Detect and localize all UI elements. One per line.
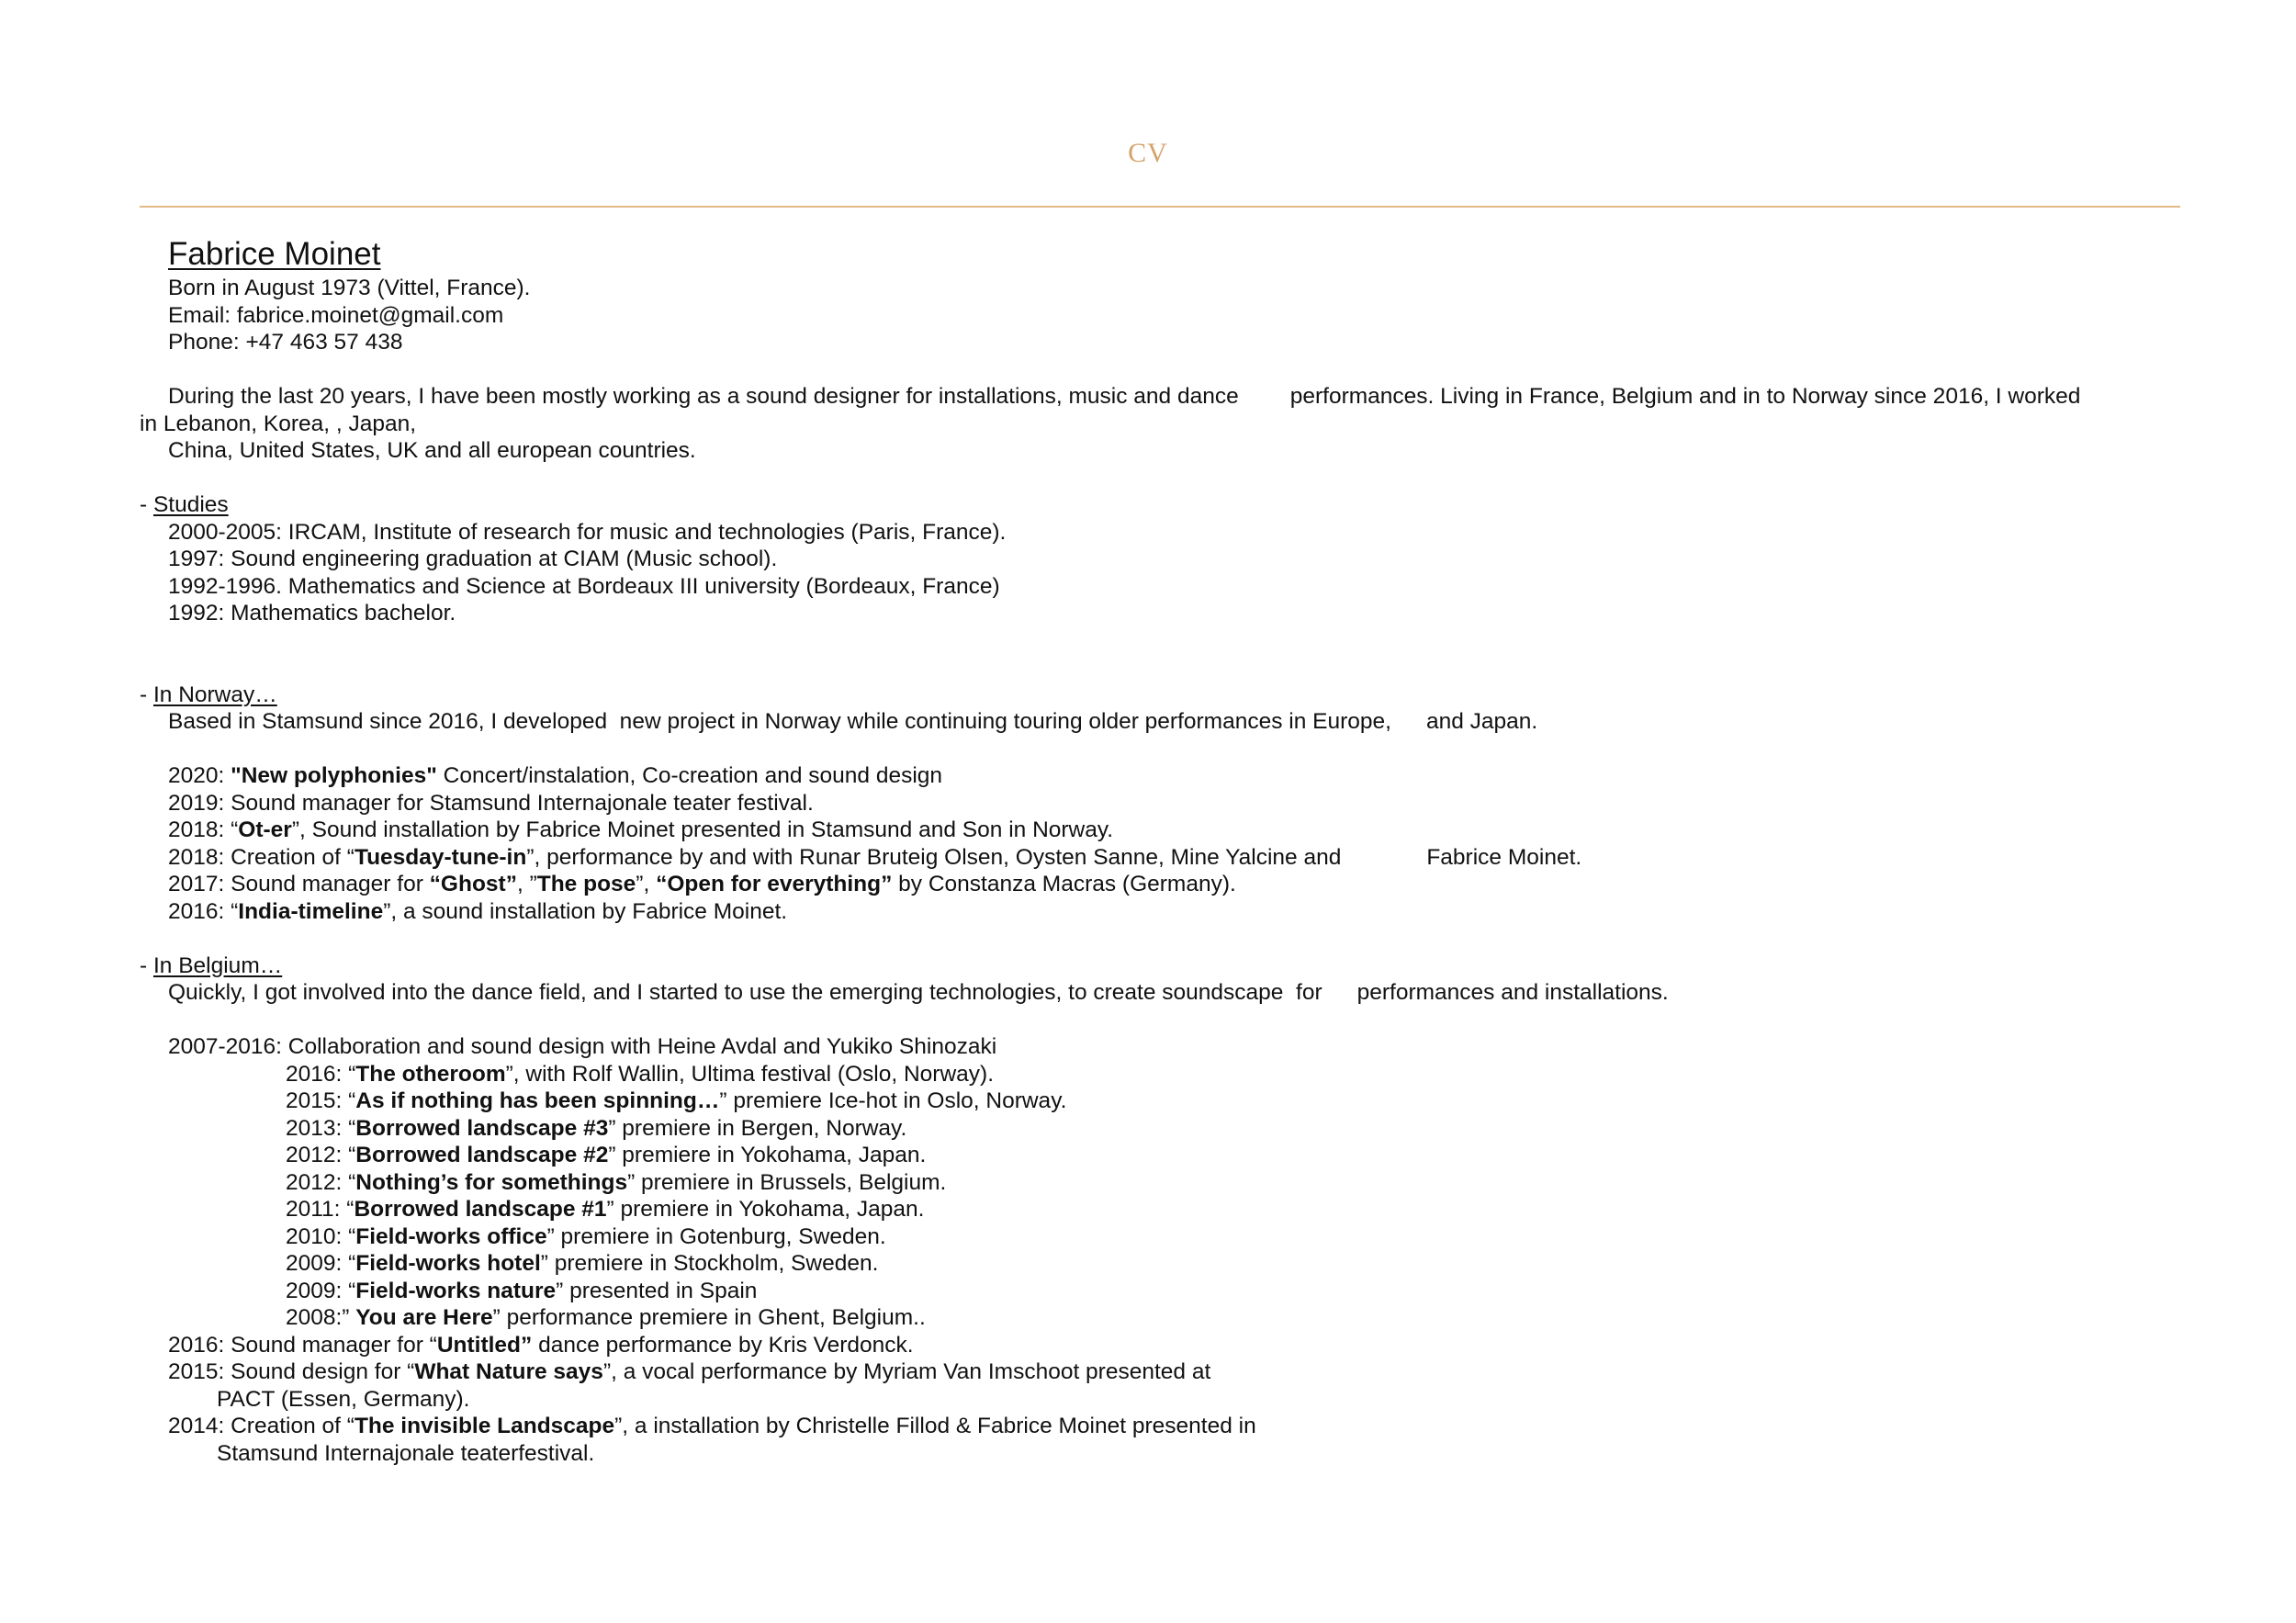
- work-item: 2015: “As if nothing has been spinning…” premiere Ice-hot in Oslo, Norway.: [286, 1088, 1067, 1113]
- studies-heading: - Studies: [140, 492, 229, 517]
- norway-item: 2020: "New polyphonies" Concert/instalation, Co-creation and sound design: [168, 763, 943, 788]
- study-item: 2000-2005: IRCAM, Institute of research for music and technologies (Paris, France).: [168, 519, 1007, 545]
- work-item: 2013: “Borrowed landscape #3” premiere in Bergen, Norway.: [286, 1115, 907, 1141]
- cv-content: [140, 234, 2180, 1467]
- work-item: 2008:” You are Here” performance premiere in Ghent, Belgium..: [286, 1305, 926, 1330]
- belgium-heading: - In Belgium…: [140, 952, 283, 978]
- work-item: 2011: “Borrowed landscape #1” premiere in Yokohama, Japan.: [286, 1197, 925, 1222]
- person-name: Fabrice Moinet: [168, 236, 381, 272]
- belgium-item: 2015: Sound design for “What Nature says”, a vocal performance by Myriam Van Imschoot presented at: [168, 1359, 1211, 1384]
- intro-line-2: in Lebanon, Korea, , Japan,: [140, 411, 417, 436]
- work-item: 2009: “Field-works nature” presented in Spain: [286, 1278, 758, 1303]
- birth-info: Born in August 1973 (Vittel, France).: [168, 276, 531, 300]
- work-item: 2012: “Nothing’s for somethings” premiere in Brussels, Belgium.: [286, 1169, 947, 1195]
- intro-line-1: During the last 20 years, I have been mostly working as a sound designer for installations, music and dance performances. Living in France, Belgium and in to Norway since 2016, I worked: [168, 384, 2081, 409]
- norway-item: 2019: Sound manager for Stamsund Internajonale teater festival.: [168, 790, 814, 816]
- study-item: 1997: Sound engineering graduation at CIAM (Music school).: [168, 547, 778, 571]
- belgium-intro: Quickly, I got involved into the dance field, and I started to use the emerging technologies, to create soundscape for performances and installations.: [168, 980, 1669, 1005]
- norway-intro: Based in Stamsund since 2016, I developed new project in Norway while continuing touring older performances in Europe, and Japan.: [168, 709, 1538, 734]
- work-item: 2010: “Field-works office” premiere in Gotenburg, Sweden.: [286, 1223, 886, 1249]
- header-divider: [140, 206, 2180, 208]
- belgium-item: 2016: Sound manager for “Untitled” dance performance by Kris Verdonck.: [168, 1332, 914, 1358]
- study-item: 1992: Mathematics bachelor.: [168, 601, 456, 626]
- norway-item: 2018: “Ot-er”, Sound installation by Fabrice Moinet presented in Stamsund and Son in Norway.: [168, 817, 1114, 842]
- belgium-item: 2014: Creation of “The invisible Landscape”, a installation by Christelle Fillod & Fabrice Moinet presented in: [168, 1414, 1256, 1438]
- work-item: 2009: “Field-works hotel” premiere in Stockholm, Sweden.: [286, 1251, 879, 1276]
- norway-item: 2018: Creation of “Tuesday-tune-in”, performance by and with Runar Bruteig Olsen, Oysten Sanne, Mine Yalcine and Fabrice Moinet.: [168, 844, 1582, 870]
- work-item: 2016: “The otheroom”, with Rolf Wallin, Ultima festival (Oslo, Norway).: [286, 1061, 995, 1087]
- intro-line-3: China, United States, UK and all european countries.: [168, 438, 696, 463]
- belgium-item-continuation: Stamsund Internajonale teaterfestival.: [217, 1440, 595, 1466]
- study-item: 1992-1996. Mathematics and Science at Bordeaux III university (Bordeaux, France): [168, 573, 1000, 599]
- belgium-item-continuation: PACT (Essen, Germany).: [217, 1386, 470, 1412]
- work-item: 2012: “Borrowed landscape #2” premiere in Yokohama, Japan.: [286, 1143, 927, 1167]
- email-info[interactable]: Email: fabrice.moinet@gmail.com: [168, 302, 504, 328]
- norway-heading: - In Norway…: [140, 682, 277, 707]
- collaboration-line: 2007-2016: Collaboration and sound design with Heine Avdal and Yukiko Shinozaki: [168, 1034, 997, 1059]
- phone-info: Phone: +47 463 57 438: [168, 330, 403, 355]
- page-header-title: CV: [1128, 138, 1168, 168]
- norway-item: 2017: Sound manager for “Ghost”, ”The pose”, “Open for everything” by Constanza Macras (Germany).: [168, 872, 1236, 896]
- norway-item: 2016: “India-timeline”, a sound installation by Fabrice Moinet.: [168, 898, 788, 924]
